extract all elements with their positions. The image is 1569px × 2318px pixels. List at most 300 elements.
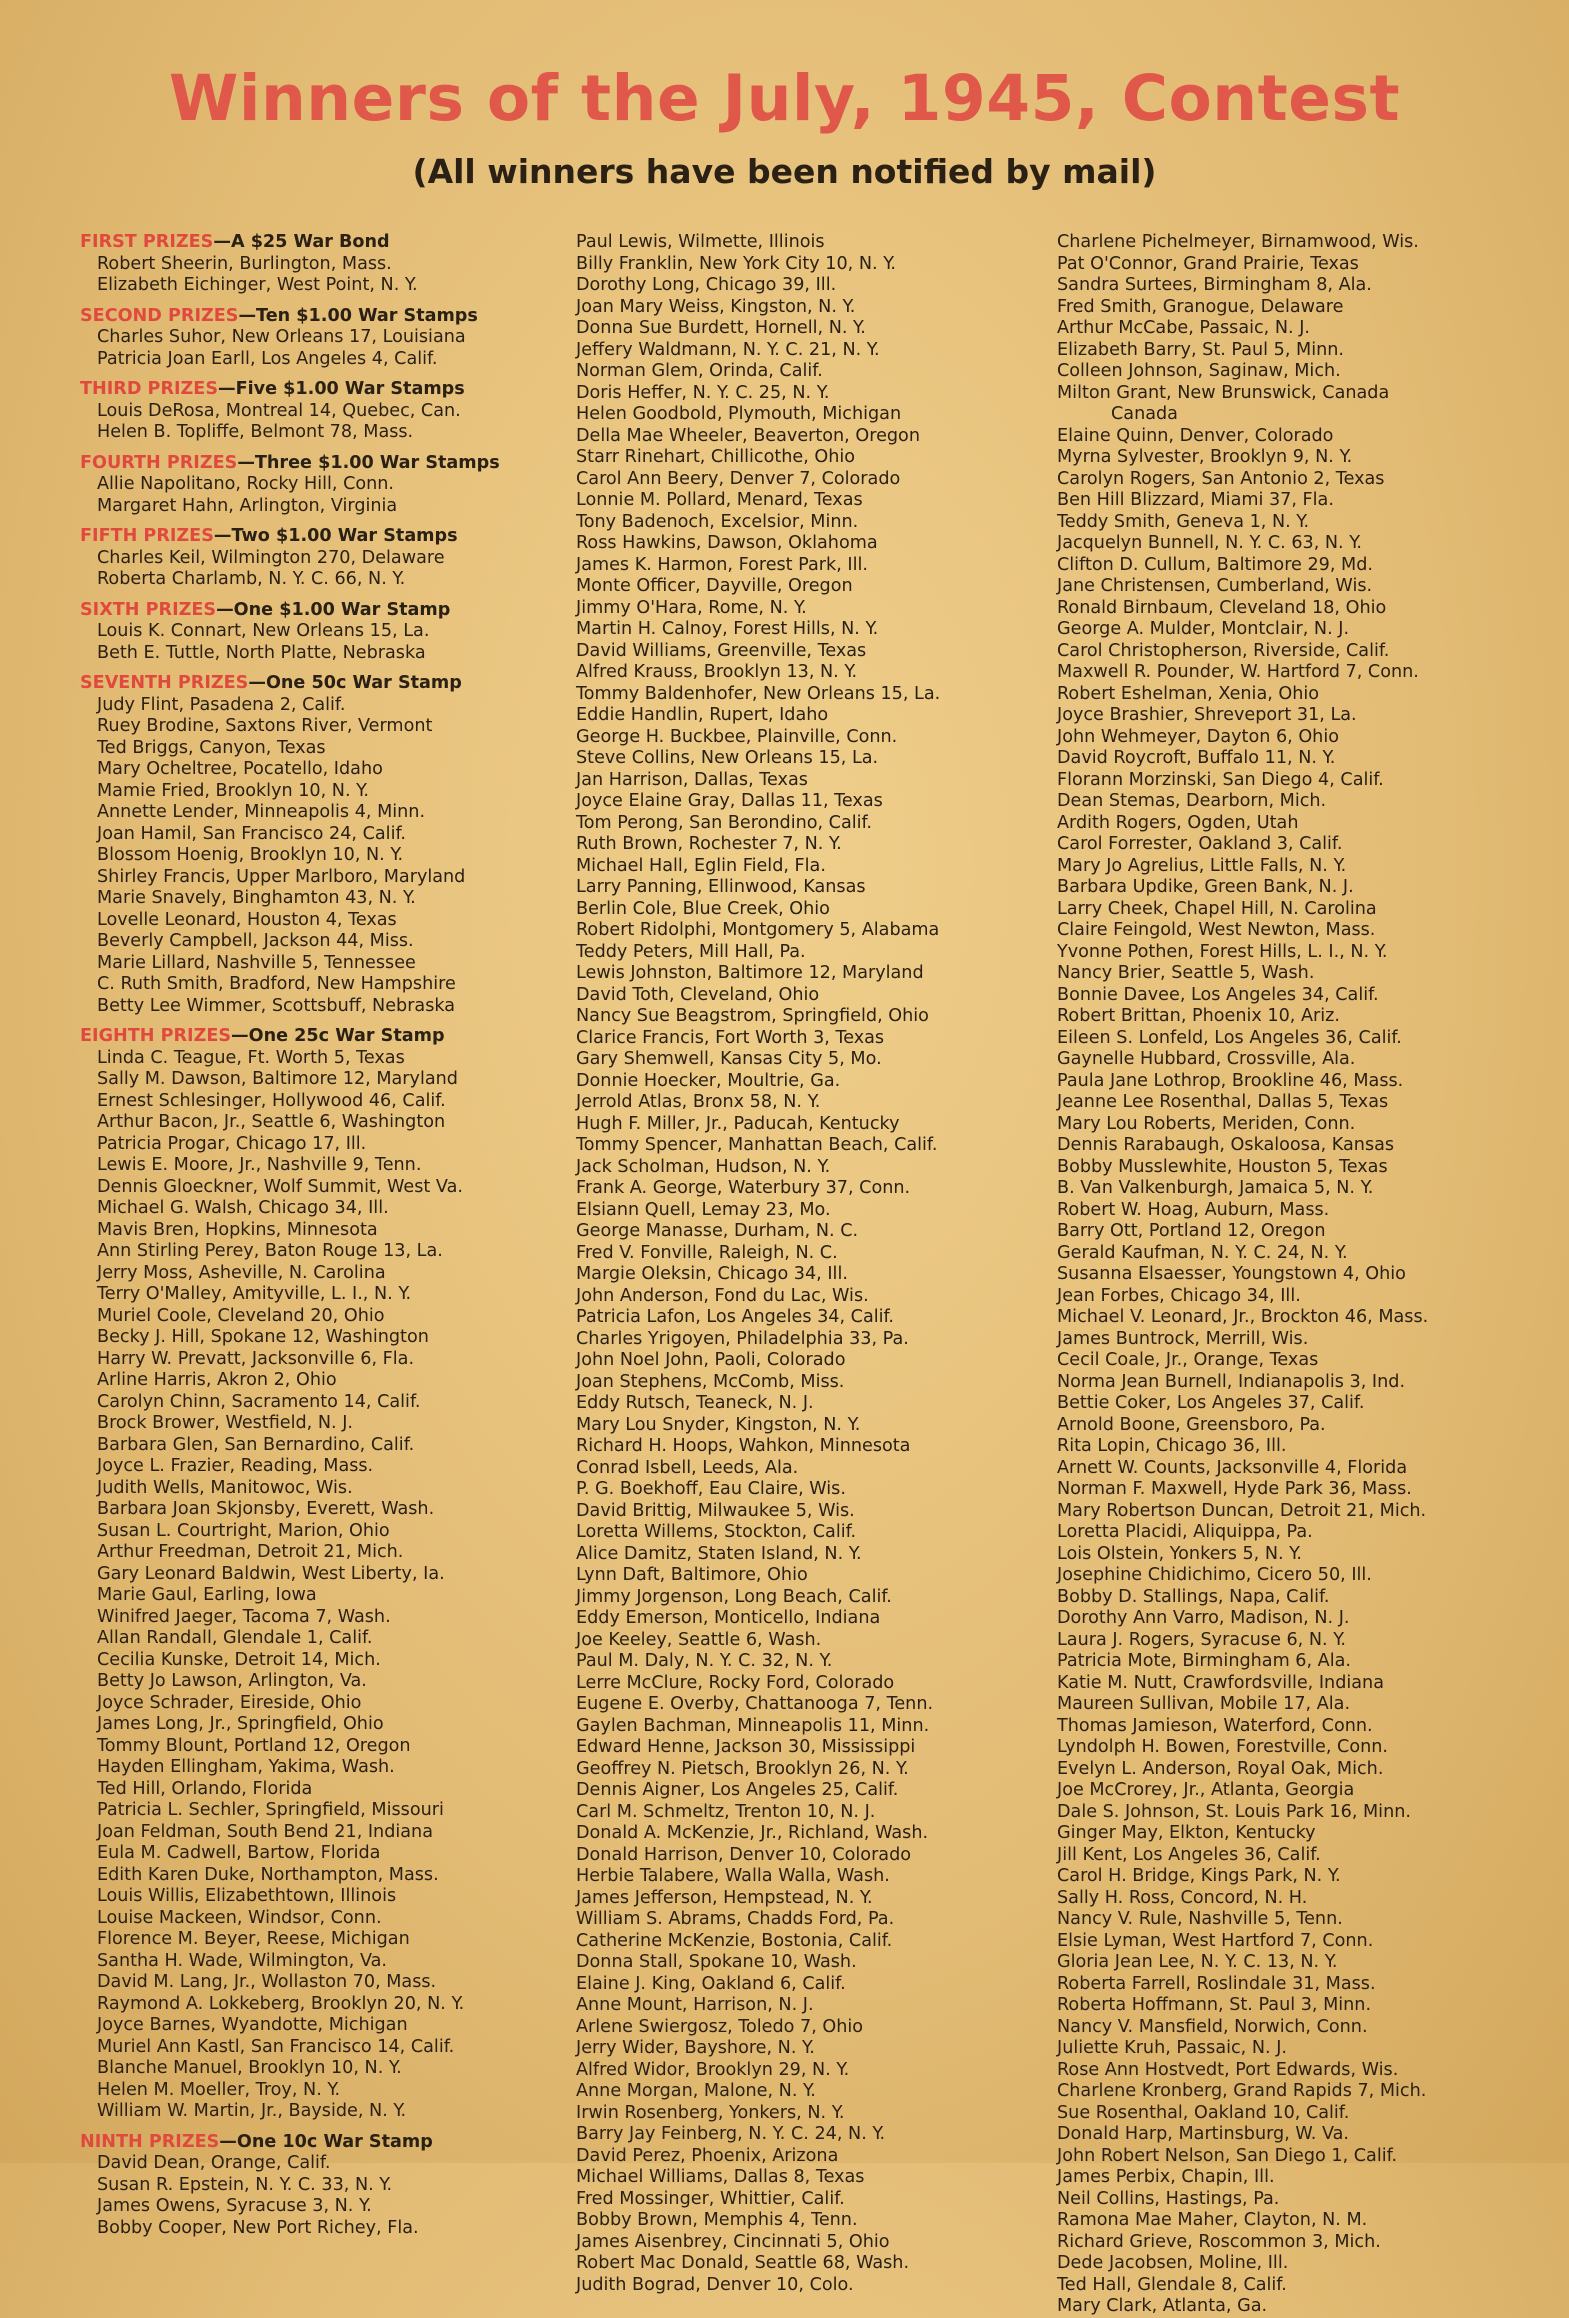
winner-entry: David Williams, Greenville, Texas [576,640,867,661]
winner-entry: Joe Keeley, Seattle 6, Wash. [576,1629,822,1650]
winner-entry: Hayden Ellingham, Yakima, Wash. [97,1757,395,1777]
winner-entry: Nancy V. Mansfield, Norwich, Conn. [1057,2016,1368,2037]
winner-entry: Blanche Manuel, Brooklyn 10, N. Y. [97,2058,402,2078]
prize-name: SEVENTH PRIZES [80,673,249,693]
winner-entry: Ted Hall, Glendale 8, Calif. [1057,2274,1287,2295]
winner-entry: Joan Stephens, McComb, Miss. [576,1371,845,1392]
winner-entry: Catherine McKenzie, Bostonia, Calif. [576,1930,893,1951]
winner-entry: Ruth Brown, Rochester 7, N. Y. [576,834,842,854]
winner-entry: Bettie Coker, Los Angeles 37, Calif. [1057,1393,1365,1413]
winner-entry: Anne Mount, Harrison, N. J. [576,1995,814,2015]
winner-entry: Gaynelle Hubbard, Crossville, Ala. [1057,1049,1356,1069]
winner-entry: Laura J. Rogers, Syracuse 6, N. Y. [1057,1629,1346,1650]
winner-entry: Joan Mary Weiss, Kingston, N. Y. [576,296,856,317]
prize-name: FIRST PRIZES [80,232,214,252]
winner-entry: Donald A. McKenzie, Jr., Richland, Wash. [576,1823,929,1843]
winner-entry: Thomas Jamieson, Waterford, Conn. [1057,1715,1373,1736]
prize-name: NINTH PRIZES [80,2131,220,2152]
winner-entry: Eileen S. Lonfeld, Los Angeles 36, Calif. [1057,1027,1402,1048]
winner-entry: Ben Hill Blizzard, Miami 37, Fla. [1057,490,1334,510]
winner-entry: Harry W. Prevatt, Jacksonville 6, Fla. [97,1348,415,1369]
winner-entry: Bobby Brown, Memphis 4, Tenn. [576,2210,858,2230]
winner-entry: Patricia Progar, Chicago 17, Ill. [97,1133,367,1154]
winner-entry: Jean Forbes, Chicago 34, Ill. [1057,1285,1301,1306]
winner-entry: Robert Ridolphi, Montgomery 5, Alabama [576,920,940,940]
winner-entry: Barry Jay Feinberg, N. Y. C. 24, N. Y. [576,2124,886,2144]
winner-entry: John Noel John, Paoli, Colorado [576,1350,846,1370]
winner-entry: Donna Stall, Spokane 10, Wash. [576,1952,857,1972]
winner-entry: Betty Lee Wimmer, Scottsbuff, Nebraska [97,995,456,1016]
winner-entry: Yvonne Pothen, Forest Hills, L. I., N. Y. [1057,941,1388,962]
winner-entry: Lynn Daft, Baltimore, Ohio [576,1565,808,1585]
prize-name: EIGHTH PRIZES [80,1026,232,1046]
winner-entry: Maureen Sullivan, Mobile 17, Ala. [1057,1694,1351,1714]
winner-entry: Marie Gaul, Earling, Iowa [97,1585,317,1605]
winner-entry: Elizabeth Barry, St. Paul 5, Minn. [1057,339,1344,360]
winner-entry: Pat O'Connor, Grand Prairie, Texas [1057,253,1359,274]
winner-entry: Santha H. Wade, Wilmington, Va. [97,1950,388,1971]
winner-entry: Jimmy O'Hara, Rome, N. Y. [576,597,807,618]
winner-entry: Helen Goodbold, Plymouth, Michigan [576,404,902,424]
winner-entry: Edith Karen Duke, Northampton, Mass. [97,1864,439,1885]
winner-entry: Carol H. Bridge, Kings Park, N. Y. [1057,1866,1341,1886]
winner-entry: Dorothy Long, Chicago 39, Ill. [576,275,837,295]
winner-entry: Raymond A. Lokkeberg, Brooklyn 20, N. Y. [97,1993,465,2014]
winner-entry: Billy Franklin, New York City 10, N. Y. [576,253,896,274]
winner-entry: Tommy Baldenhofer, New Orleans 15, La. [576,683,941,704]
winner-entry: Loretta Willems, Stockton, Calif. [576,1522,857,1542]
winner-entry: B. Van Valkenburgh, Jamaica 5, N. Y. [1057,1178,1374,1198]
winner-entry: Jacquelyn Bunnell, N. Y. C. 63, N. Y. [1057,533,1363,553]
winner-entry: Arnold Boone, Greensboro, Pa. [1057,1414,1326,1435]
winner-entry: George A. Mulder, Montclair, N. J. [1057,619,1350,639]
winner-entry: Larry Panning, Ellinwood, Kansas [576,877,866,897]
winner-entry: Evelyn L. Anderson, Royal Oak, Mich. [1057,1758,1384,1779]
winner-entry: Robert W. Hoag, Auburn, Mass. [1057,1199,1330,1220]
winner-entry: Paul M. Daly, N. Y. C. 32, N. Y. [576,1651,833,1671]
winner-entry: Muriel Ann Kastl, San Francisco 14, Calif. [97,2036,455,2057]
winner-entry: Jerry Moss, Asheville, N. Carolina [97,1262,386,1283]
winner-entry: Ruey Brodine, Saxtons River, Vermont [97,716,433,736]
winner-entry: Jeanne Lee Rosenthal, Dallas 5, Texas [1057,1092,1389,1112]
winner-entry: Brock Brower, Westfield, N. J. [97,1413,353,1433]
winner-entry: David Toth, Cleveland, Ohio [576,984,820,1005]
winners-column-3 [1057,232,1557,2318]
winner-entry: Larry Cheek, Chapel Hill, N. Carolina [1057,898,1377,919]
page-subtitle: (All winners have been notified by mail) [412,152,1157,191]
winner-entry: Charles Suhor, New Orleans 17, Louisiana [97,327,466,347]
winner-entry: John Robert Nelson, San Diego 1, Calif. [1057,2145,1398,2166]
prize-name: THIRD PRIZES [80,379,218,399]
winner-entry: Claire Feingold, West Newton, Mass. [1057,920,1376,940]
winner-entry: Carol Ann Beery, Denver 7, Colorado [576,468,901,489]
winner-entry: Rose Ann Hostvedt, Port Edwards, Wis. [1057,2059,1399,2080]
winner-entry: Mary Robertson Duncan, Detroit 21, Mich. [1057,1500,1427,1521]
winner-entry: Joyce Schrader, Eireside, Ohio [97,1692,362,1713]
winner-entry: Betty Jo Lawson, Arlington, Va. [97,1671,367,1691]
prize-award: —One 25c War Stamp [231,1026,445,1046]
winner-entry: Starr Rinehart, Chillicothe, Ohio [576,447,856,467]
winner-entry: Cecilia Kunske, Detroit 14, Mich. [97,1649,381,1670]
winner-entry: Dennis Aigner, Los Angeles 25, Calif. [576,1780,899,1800]
winners-column-2 [576,232,1046,2296]
prize-award: —Two $1.00 War Stamps [213,526,458,546]
prize-heading [80,600,550,622]
winner-entry: Jan Harrison, Dallas, Texas [576,769,808,790]
winner-entry: James Long, Jr., Springfield, Ohio [97,1714,384,1734]
winner-entry: Paul Lewis, Wilmette, Illinois [576,232,825,252]
winner-entry: Dennis Gloeckner, Wolf Summit, West Va. [97,1176,463,1197]
winner-entry: Jill Kent, Los Angeles 36, Calif. [1057,1844,1321,1865]
winner-entry: Louis DeRosa, Montreal 14, Quebec, Can. [97,400,461,421]
winner-entry: Louis K. Connart, New Orleans 15, La. [97,621,430,641]
winner-entry: Bobby D. Stallings, Napa, Calif. [1057,1586,1330,1607]
winner-entry: Gerald Kaufman, N. Y. C. 24, N. Y. [1057,1242,1348,1263]
winner-entry: Eddy Emerson, Monticello, Indiana [576,1608,881,1628]
winner-entry: Elaine J. King, Oakland 6, Calif. [576,1973,846,1994]
winner-entry: Eugene E. Overby, Chattanooga 7, Tenn. [576,1694,934,1714]
winner-entry: Canada [1111,404,1178,424]
winner-entry: Ernest Schlesinger, Hollywood 46, Calif. [97,1090,446,1111]
winner-entry: Charles Yrigoyen, Philadelphia 33, Pa. [576,1328,909,1349]
winner-entry: Ross Hawkins, Dawson, Oklahoma [576,533,878,553]
winner-entry: Loretta Placidi, Aliquippa, Pa. [1057,1522,1313,1542]
winner-entry: Judith Wells, Manitowoc, Wis. [97,1477,353,1498]
winner-entry: Joyce Barnes, Wyandotte, Michigan [97,2015,408,2035]
winner-entry: Terry O'Malley, Amityville, L. I., N. Y. [97,1284,412,1304]
winner-entry: David M. Lang, Jr., Wollaston 70, Mass. [97,1972,437,1992]
winner-entry: Mamie Fried, Brooklyn 10, N. Y. [97,780,369,801]
winner-entry: Carolyn Rogers, San Antonio 2, Texas [1057,468,1385,489]
winner-entry: Joan Feldman, South Bend 21, Indiana [97,1821,433,1842]
winner-entry: Lonnie M. Pollard, Menard, Texas [576,490,863,510]
winner-entry: Juliette Kruh, Passaic, N. J. [1057,2038,1287,2058]
winner-entry: Roberta Charlamb, N. Y. C. 66, N. Y. [97,569,406,589]
winner-entry: Mavis Bren, Hopkins, Minnesota [97,1219,378,1240]
winner-entry: Edward Henne, Jackson 30, Mississippi [576,1737,916,1757]
winner-entry: Fred V. Fonville, Raleigh, N. C. [576,1242,838,1263]
winner-entry: Alice Damitz, Staten Island, N. Y. [576,1543,862,1564]
winner-entry: Joe McCrorey, Jr., Atlanta, Georgia [1057,1780,1355,1800]
winner-entry: Teddy Peters, Mill Hall, Pa. [576,941,806,962]
winner-entry: Neil Collins, Hastings, Pa. [1057,2188,1280,2209]
winner-entry: Muriel Coole, Cleveland 20, Ohio [97,1305,385,1326]
winner-entry: Robert Eshelman, Xenia, Ohio [1057,683,1320,704]
winner-entry: Robert Brittan, Phoenix 10, Ariz. [1057,1006,1340,1026]
winner-entry: Myrna Sylvester, Brooklyn 9, N. Y. [1057,447,1353,467]
prize-award: —Three $1.00 War Stamps [237,452,500,473]
winner-entry: Ramona Mae Maher, Clayton, N. M. [1057,2210,1368,2230]
winner-entry: Arnett W. Counts, Jacksonville 4, Florida [1057,1457,1408,1478]
winner-entry: Barbara Glen, San Bernardino, Calif. [97,1434,415,1455]
winner-entry: Margaret Hahn, Arlington, Virginia [97,495,398,516]
winner-entry: Donna Sue Burdett, Hornell, N. Y. [576,318,866,338]
winner-entry: Sally H. Ross, Concord, N. H. [1057,1887,1308,1908]
winner-entry: Carolyn Chinn, Sacramento 14, Calif. [97,1391,421,1412]
prize-award: —A $25 War Bond [213,232,390,252]
winner-entry: Florence M. Beyer, Reese, Michigan [97,1929,410,1949]
winner-entry: Carol Forrester, Oakland 3, Calif. [1057,834,1343,854]
winner-entry: Roberta Farrell, Roslindale 31, Mass. [1057,1973,1376,1994]
prize-name: FIFTH PRIZES [80,526,214,546]
winner-entry: Michael Hall, Eglin Field, Fla. [576,855,826,876]
winner-entry: Lyndolph H. Bowen, Forestville, Conn. [1057,1737,1388,1757]
winner-entry: Lewis E. Moore, Jr., Nashville 9, Tenn. [97,1155,422,1175]
prize-award: —One 10c War Stamp [219,2131,433,2152]
winner-entry: Bonnie Davee, Los Angeles 34, Calif. [1057,984,1379,1005]
winner-entry: Marie Lillard, Nashville 5, Tennessee [97,952,416,973]
winner-entry: Nancy Sue Beagstrom, Springfield, Ohio [576,1006,929,1026]
winner-entry: Susan R. Epstein, N. Y. C. 33, N. Y. [97,2174,393,2195]
winner-entry: Arline Harris, Akron 2, Ohio [97,1370,337,1390]
prize-name: FOURTH PRIZES [80,452,238,473]
winner-entry: David Dean, Orange, Calif. [97,2153,331,2173]
winner-entry: Ted Hill, Orlando, Florida [97,1778,313,1799]
winner-entry: Sue Rosenthal, Oakland 10, Calif. [1057,2102,1350,2123]
winner-entry: Louis Willis, Elizabethtown, Illinois [97,1886,397,1906]
winner-entry: Norman Glem, Orinda, Calif. [576,361,823,381]
prize-award: —Five $1.00 War Stamps [217,379,465,399]
winner-entry: Dennis Rarabaugh, Oskaloosa, Kansas [1057,1135,1395,1155]
winner-entry: Martin H. Calnoy, Forest Hills, N. Y. [576,619,879,639]
winner-entry: Josephine Chidichimo, Cicero 50, Ill. [1057,1565,1372,1585]
winner-entry: Dorothy Ann Varro, Madison, N. J. [1057,1608,1350,1628]
winner-entry: Becky J. Hill, Spokane 12, Washington [97,1327,429,1347]
winner-entry: Alfred Widor, Brooklyn 29, N. Y. [576,2059,850,2080]
winner-entry: Michael Williams, Dallas 8, Texas [576,2167,865,2187]
winner-entry: Richard H. Hoops, Wahkon, Minnesota [576,1436,911,1456]
winner-entry: James Buntrock, Merrill, Wis. [1057,1328,1309,1349]
winner-entry: Dale S. Johnson, St. Louis Park 16, Minn. [1057,1801,1411,1822]
winner-entry: James Jefferson, Hempstead, N. Y. [576,1887,873,1908]
winner-entry: P. G. Boekhoff, Eau Claire, Wis. [576,1479,846,1499]
winner-entry: Robert Sheerin, Burlington, Mass. [97,253,392,274]
winner-entry: David Roycroft, Buffalo 11, N. Y. [1057,748,1336,768]
winner-entry: William S. Abrams, Chadds Ford, Pa. [576,1909,895,1929]
winner-entry: Linda C. Teague, Ft. Worth 5, Texas [97,1047,405,1068]
winner-entry: Alfred Krauss, Brooklyn 13, N. Y. [576,662,858,682]
prize-heading [80,306,550,328]
winner-entry: Barbara Updike, Green Bank, N. J. [1057,877,1354,897]
winner-entry: Shirley Francis, Upper Marlboro, Maryland [97,866,466,887]
winner-entry: John Anderson, Fond du Lac, Wis. [576,1285,869,1306]
prize-heading [80,453,550,475]
winner-entry: Charlene Kronberg, Grand Rapids 7, Mich. [1057,2081,1427,2101]
winner-entry: Ann Stirling Perey, Baton Rouge 13, La. [97,1241,443,1261]
winner-entry: Roberta Hoffmann, St. Paul 3, Minn. [1057,1995,1372,2015]
prize-heading [80,232,550,254]
winner-entry: Carl M. Schmeltz, Trenton 10, N. J. [576,1801,876,1822]
winner-entry: Bobby Cooper, New Port Richey, Fla. [97,2217,419,2238]
winner-entry: Patricia Joan Earll, Los Angeles 4, Calif. [97,348,438,369]
winner-entry: C. Ruth Smith, Bradford, New Hampshire [97,974,456,994]
winner-entry: Doris Heffer, N. Y. C. 25, N. Y. [576,382,830,403]
winner-entry: Patricia L. Sechler, Springfield, Missouri [97,1800,444,1820]
winner-entry: Blossom Hoenig, Brooklyn 10, N. Y. [97,845,404,865]
winner-entry: Allie Napolitano, Rocky Hill, Conn. [97,474,395,494]
winner-entry: Nancy V. Rule, Nashville 5, Tenn. [1057,1909,1343,1929]
winner-entry: Barry Ott, Portland 12, Oregon [1057,1221,1326,1241]
winner-entry: Susan L. Courtright, Marion, Ohio [97,1520,390,1541]
winner-entry: Helen B. Topliffe, Belmont 78, Mass. [97,422,414,442]
winner-entry: Louise Mackeen, Windsor, Conn. [97,1907,382,1928]
winner-entry: Arthur Freedman, Detroit 21, Mich. [97,1542,404,1562]
winner-entry: Joyce L. Frazier, Reading, Mass. [97,1456,374,1476]
winner-entry: Clarice Francis, Fort Worth 3, Texas [576,1027,885,1048]
winner-entry: Maxwell R. Pounder, W. Hartford 7, Conn. [1057,662,1419,682]
winner-entry: Gary Shemwell, Kansas City 5, Mo. [576,1049,882,1069]
winner-entry: Susanna Elsaesser, Youngstown 4, Ohio [1057,1264,1406,1284]
winner-entry: David Perez, Phoenix, Arizona [576,2145,839,2166]
winner-entry: Mary Lou Snyder, Kingston, N. Y. [576,1414,861,1435]
winner-entry: Joan Hamil, San Francisco 24, Calif. [97,823,406,844]
winner-entry: Ginger May, Elkton, Kentucky [1057,1823,1316,1843]
winner-entry: Della Mae Wheeler, Beaverton, Oregon [576,425,920,446]
winner-entry: Conrad Isbell, Leeds, Ala. [576,1457,799,1478]
winner-entry: George H. Buckbee, Plainville, Conn. [576,726,898,747]
winner-entry: Colleen Johnson, Saginaw, Mich. [1057,361,1341,381]
winner-entry: James Owens, Syracuse 3, N. Y. [97,2196,372,2216]
winner-entry: Tommy Blount, Portland 12, Oregon [97,1735,411,1756]
winner-entry: Judy Flint, Pasadena 2, Calif. [97,694,346,715]
winner-entry: Jane Christensen, Cumberland, Wis. [1057,576,1373,596]
prize-award: —One 50c War Stamp [248,673,462,693]
prize-heading [80,526,550,548]
winner-entry: Hugh F. Miller, Jr., Paducah, Kentucky [576,1113,900,1134]
winner-entry: Michael V. Leonard, Jr., Brockton 46, Mass. [1057,1307,1429,1327]
page-title: Winners of the July, 1945, Contest [168,62,1401,135]
winner-entry: Katie M. Nutt, Crawfordsville, Indiana [1057,1672,1384,1693]
winner-entry: Carol Christopherson, Riverside, Calif. [1057,640,1390,661]
winner-entry: Jerrold Atlas, Bronx 58, N. Y. [576,1092,821,1112]
winner-entry: Sandra Surtees, Birmingham 8, Ala. [1057,275,1372,295]
winner-entry: Gaylen Bachman, Minneapolis 11, Minn. [576,1715,930,1736]
winner-entry: Berlin Cole, Blue Creek, Ohio [576,898,830,919]
winner-entry: John Wehmeyer, Dayton 6, Ohio [1057,726,1339,747]
winner-entry: Donnie Hoecker, Moultrie, Ga. [576,1070,841,1091]
winners-column-1 [80,232,550,2239]
winner-entry: Beth E. Tuttle, North Platte, Nebraska [97,642,426,663]
winner-entry: George Manasse, Durham, N. C. [576,1221,859,1241]
winner-entry: Ardith Rogers, Ogden, Utah [1057,812,1299,833]
winner-entry: Lerre McClure, Rocky Ford, Colorado [576,1672,895,1693]
prize-heading [80,379,550,401]
winner-entry: Joyce Brashier, Shreveport 31, La. [1057,705,1357,725]
winner-entry: Winifred Jaeger, Tacoma 7, Wash. [97,1606,391,1627]
prize-award: —One $1.00 War Stamp [216,599,451,620]
winner-entry: Charlene Pichelmeyer, Birnamwood, Wis. [1057,232,1419,252]
winner-entry: Mary Ocheltree, Pocatello, Idaho [97,759,383,779]
winner-entry: Dede Jacobsen, Moline, Ill. [1057,2253,1289,2273]
winner-entry: Jimmy Jorgenson, Long Beach, Calif. [576,1586,892,1607]
winner-entry: Fred Mossinger, Whittier, Calif. [576,2188,845,2209]
winner-entry: Beverly Campbell, Jackson 44, Miss. [97,931,414,951]
winner-entry: Margie Oleksin, Chicago 34, Ill. [576,1264,848,1284]
winner-entry: Sally M. Dawson, Baltimore 12, Maryland [97,1069,458,1089]
winner-entry: Florann Morzinski, San Diego 4, Calif. [1057,769,1384,790]
winner-entry: Bobby Musslewhite, Houston 5, Texas [1057,1156,1388,1177]
winner-entry: Elsie Lyman, West Hartford 7, Conn. [1057,1930,1374,1951]
winner-entry: Jerry Wider, Bayshore, N. Y. [576,2038,815,2058]
winner-entry: Norman F. Maxwell, Hyde Park 36, Mass. [1057,1479,1412,1499]
winner-entry: Arlene Swiergosz, Toledo 7, Ohio [576,2016,864,2037]
winner-entry: Ronald Birnbaum, Cleveland 18, Ohio [1057,597,1387,618]
winner-entry: Mary Clark, Atlanta, Ga. [1057,2296,1268,2316]
winner-entry: Charles Keil, Wilmington 270, Delaware [97,547,445,568]
winner-entry: Geoffrey N. Pietsch, Brooklyn 26, N. Y. [576,1758,909,1779]
winner-entry: James K. Harmon, Forest Park, Ill. [576,554,868,575]
winner-entry: Cecil Coale, Jr., Orange, Texas [1057,1350,1319,1370]
winner-entry: David Brittig, Milwaukee 5, Wis. [576,1500,855,1521]
winner-entry: Nancy Brier, Seattle 5, Wash. [1057,963,1315,983]
winner-entry: James Aisenbrey, Cincinnati 5, Ohio [576,2231,890,2252]
winner-entry: Arthur McCabe, Passaic, N. J. [1057,318,1310,338]
winner-entry: Barbara Joan Skjonsby, Everett, Wash. [97,1499,435,1519]
winner-entry: Patricia Mote, Birmingham 6, Ala. [1057,1651,1351,1671]
winner-entry: Eddie Handlin, Rupert, Idaho [576,705,829,725]
winner-entry: William W. Martin, Jr., Bayside, N. Y. [97,2101,407,2121]
winner-entry: Norma Jean Burnell, Indianapolis 3, Ind. [1057,1371,1406,1392]
winner-entry: Rita Lopin, Chicago 36, Ill. [1057,1436,1287,1456]
prize-award: —Ten $1.00 War Stamps [238,305,478,326]
winner-entry: Lewis Johnston, Baltimore 12, Maryland [576,963,924,983]
winner-entry: Tommy Spencer, Manhattan Beach, Calif. [576,1135,938,1155]
winner-entry: Marie Snavely, Binghamton 43, N. Y. [97,888,416,908]
winner-entry: Teddy Smith, Geneva 1, N. Y. [1057,511,1310,532]
winner-entry: Steve Collins, New Orleans 15, La. [576,748,879,768]
winner-entry: Allan Randall, Glendale 1, Calif. [97,1628,373,1648]
prize-heading [80,1026,550,1048]
prize-heading [80,2132,550,2154]
winner-entry: Clifton D. Cullum, Baltimore 29, Md. [1057,554,1373,575]
winner-entry: Elaine Quinn, Denver, Colorado [1057,425,1334,446]
winner-entry: Ted Briggs, Canyon, Texas [97,737,326,758]
winner-entry: Mary Lou Roberts, Meriden, Conn. [1057,1113,1356,1134]
winner-entry: Jack Scholman, Hudson, N. Y. [576,1156,831,1177]
winner-entry: Milton Grant, New Brunswick, Canada [1057,382,1390,403]
winner-entry: Tom Perong, San Berondino, Calif. [576,812,873,833]
winner-entry: Eula M. Cadwell, Bartow, Florida [97,1843,381,1863]
winner-entry: Herbie Talabere, Walla Walla, Wash. [576,1866,890,1886]
winner-entry: Tony Badenoch, Excelsior, Minn. [576,511,859,532]
winner-entry: Joyce Elaine Gray, Dallas 11, Texas [576,791,883,811]
winner-entry: Fred Smith, Granogue, Delaware [1057,296,1344,317]
winner-entry: Donald Harp, Martinsburg, W. Va. [1057,2124,1349,2144]
prize-name: SIXTH PRIZES [80,599,217,620]
winner-entry: James Perbix, Chapin, Ill. [1057,2167,1275,2187]
winner-entry: Jeffery Waldmann, N. Y. C. 21, N. Y. [576,339,880,360]
winner-entry: Anne Morgan, Malone, N. Y. [576,2081,816,2101]
winner-entry: Lovelle Leonard, Houston 4, Texas [97,909,397,930]
winner-entry: Eddy Rutsch, Teaneck, N. J. [576,1393,814,1413]
winner-entry: Patricia Lafon, Los Angeles 34, Calif. [576,1307,895,1327]
winner-entry: Gary Leonard Baldwin, West Liberty, Ia. [97,1563,445,1584]
winner-entry: Elizabeth Eichinger, West Point, N. Y. [97,275,418,295]
winner-entry: Judith Bograd, Denver 10, Colo. [576,2274,854,2295]
winner-entry: Arthur Bacon, Jr., Seattle 6, Washington [97,1112,446,1132]
winner-entry: Richard Grieve, Roscommon 3, Mich. [1057,2231,1381,2252]
winner-entry: Irwin Rosenberg, Yonkers, N. Y. [576,2102,845,2123]
winner-entry: Monte Officer, Dayville, Oregon [576,576,853,596]
winner-entry: Gloria Jean Lee, N. Y. C. 13, N. Y. [1057,1952,1338,1972]
winner-entry: Dean Stemas, Dearborn, Mich. [1057,791,1327,811]
prize-name: SECOND PRIZES [80,305,239,326]
winner-entry: Lois Olstein, Yonkers 5, N. Y. [1057,1543,1302,1564]
winner-entry: Annette Lender, Minneapolis 4, Minn. [97,802,426,822]
winner-entry: Robert Mac Donald, Seattle 68, Wash. [576,2253,910,2273]
winner-entry: Donald Harrison, Denver 10, Colorado [576,1844,912,1865]
winner-entry: Elsiann Quell, Lemay 23, Mo. [576,1199,831,1220]
